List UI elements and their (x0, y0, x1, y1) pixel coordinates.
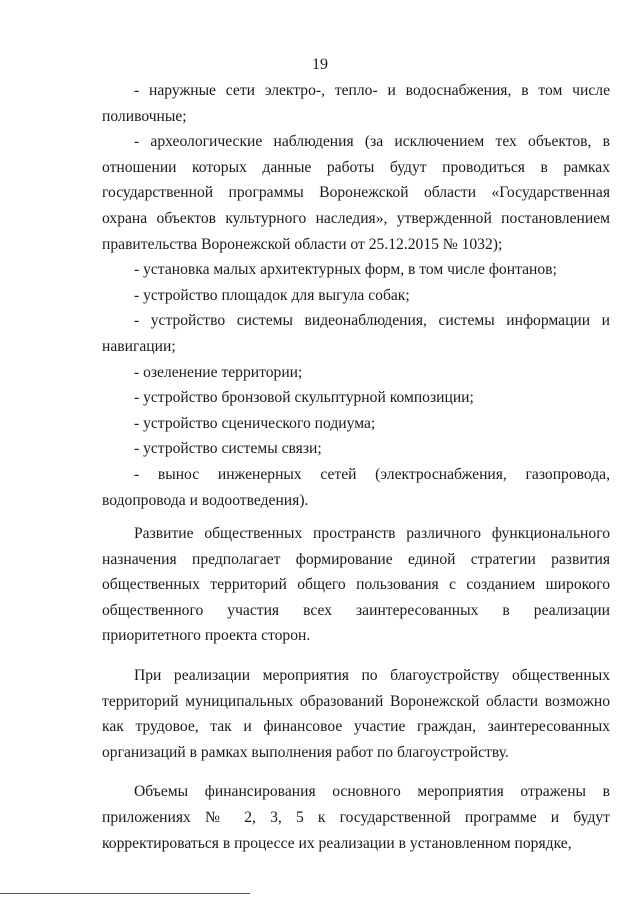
list-item: - озеленение территории; (134, 363, 303, 381)
body-paragraph: Развитие общественных пространств различного функционального назначения предполагает формирование единой стратегии развития общественных территорий общего пользования с созданием широкого общественного участия всех заинтересованных в реализации приоритетного проекта сторон. (102, 525, 610, 645)
list-item: - устройство сценического подиума; (134, 414, 376, 432)
list-item: - археологические наблюдения (за исключением тех объектов, в отношении которых данные работы будут проводиться в рамках государственной программы Воронежской области «Государственная охрана объектов культурного наследия», утвержденной постановлением правительства Воронежской области от 25.12.2015 № 1032); (102, 133, 610, 253)
list-item: - установка малых архитектурных форм, в том числе фонтанов; (134, 261, 557, 279)
list-item: - устройство системы видеонаблюдения, системы информации и навигации; (102, 312, 610, 355)
page-number: 19 (312, 56, 328, 73)
body-paragraph: При реализации мероприятия по благоустройству общественных территорий муниципальных образований Воронежской области возможно как трудовое, так и финансовое участие граждан, заинтересованных организаций в рамках выполнения работ по благоустройству. (102, 667, 610, 761)
list-item: - вынос инженерных сетей (электроснабжения, газопровода, водопровода и водоотведения). (102, 465, 610, 509)
list-item: - наружные сети электро-, тепло- и водоснабжения, в том числе поливочные; (102, 82, 610, 125)
document-body (102, 78, 610, 856)
body-paragraph: Объемы финансирования основного мероприятия отражены в приложениях № 2, 3, 5 к государственной программе и будут корректироваться в процессе их реализации в установленном порядке, (102, 783, 610, 852)
list-item: - устройство площадок для выгула собак; (134, 286, 410, 304)
list-item: - устройство системы связи; (134, 440, 322, 458)
list-item: - устройство бронзовой скульптурной композиции; (134, 389, 474, 407)
footer-rule (0, 893, 250, 894)
